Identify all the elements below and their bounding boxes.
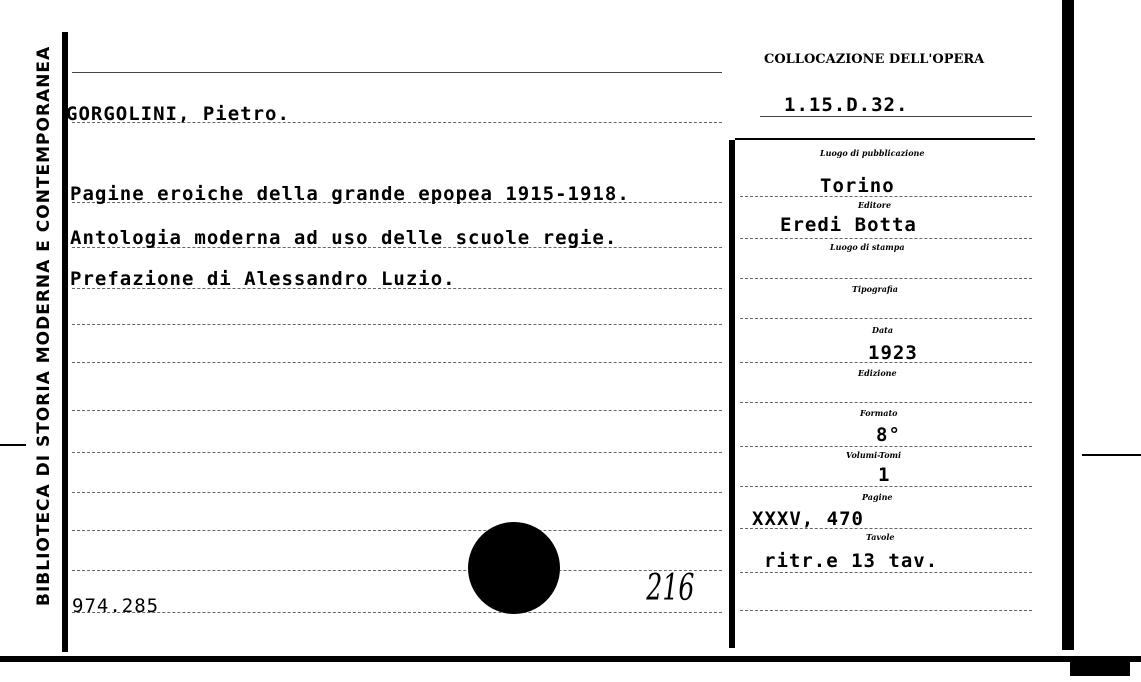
printer-label: Tipografia	[852, 284, 898, 294]
ruled-line	[72, 570, 722, 571]
field-rule	[740, 402, 1032, 403]
shelfmark-rule	[760, 116, 1032, 117]
date-value: 1923	[868, 342, 918, 364]
field-rule	[740, 486, 1032, 487]
field-rule	[740, 318, 1032, 319]
field-rule	[740, 238, 1032, 239]
field-rule	[740, 362, 1032, 363]
pages-label: Pagine	[862, 492, 893, 502]
collocation-box-top	[735, 138, 1035, 140]
publisher-label: Editore	[858, 200, 892, 210]
classification-number: 974.285	[72, 595, 160, 617]
volumes-label: Volumi-Tomi	[846, 450, 902, 460]
ruled-line	[72, 612, 722, 613]
shelfmark: 1.15.D.32.	[784, 94, 909, 116]
punch-hole	[468, 522, 560, 614]
format-label: Formato	[860, 408, 898, 418]
title-line-1: Pagine eroiche della grande epopea 1915-1918.	[70, 183, 630, 205]
left-tick	[0, 444, 26, 446]
field-rule	[740, 610, 1032, 611]
handwritten-number: 216	[646, 568, 695, 609]
ruled-line	[72, 324, 722, 325]
ruled-line	[72, 452, 722, 453]
volumes-value: 1	[878, 464, 891, 486]
title-line-2: Antologia moderna ad uso delle scuole regie.	[70, 227, 618, 249]
author-heading: GORGOLINI, Pietro.	[66, 103, 290, 125]
format-value: 8°	[876, 424, 901, 446]
edition-label: Edizione	[858, 368, 897, 378]
field-rule	[740, 278, 1032, 279]
library-stamp: BIBLIOTECA DI STORIA MODERNA E CONTEMPORANEA	[34, 45, 54, 606]
place-value: Torino	[820, 175, 895, 197]
field-rule	[740, 528, 1032, 529]
bottom-edge-shadow	[1070, 662, 1130, 676]
right-tick	[1082, 454, 1141, 456]
field-rule	[740, 572, 1032, 573]
date-label: Data	[872, 325, 893, 335]
left-margin-bar	[62, 32, 68, 652]
title-line-3: Prefazione di Alessandro Luzio.	[70, 268, 456, 290]
pages-value: XXXV, 470	[752, 508, 864, 530]
bottom-edge-band	[0, 656, 1141, 662]
plates-value: ritr.e 13 tav.	[764, 550, 939, 572]
publisher-value: Eredi Botta	[780, 214, 917, 236]
divider-bar	[729, 140, 735, 648]
right-edge-bar	[1062, 0, 1074, 650]
ruled-line	[72, 362, 722, 363]
plates-label: Tavole	[866, 532, 895, 542]
print-place-label: Luogo di stampa	[830, 242, 905, 252]
collocation-heading: COLLOCAZIONE DELL'OPERA	[764, 52, 985, 67]
field-rule	[740, 196, 1032, 197]
ruled-line	[72, 492, 722, 493]
ruled-line	[72, 410, 722, 411]
ruled-line	[72, 72, 722, 73]
ruled-line	[72, 530, 722, 531]
place-label: Luogo di pubblicazione	[820, 148, 925, 158]
field-rule	[740, 446, 1032, 447]
